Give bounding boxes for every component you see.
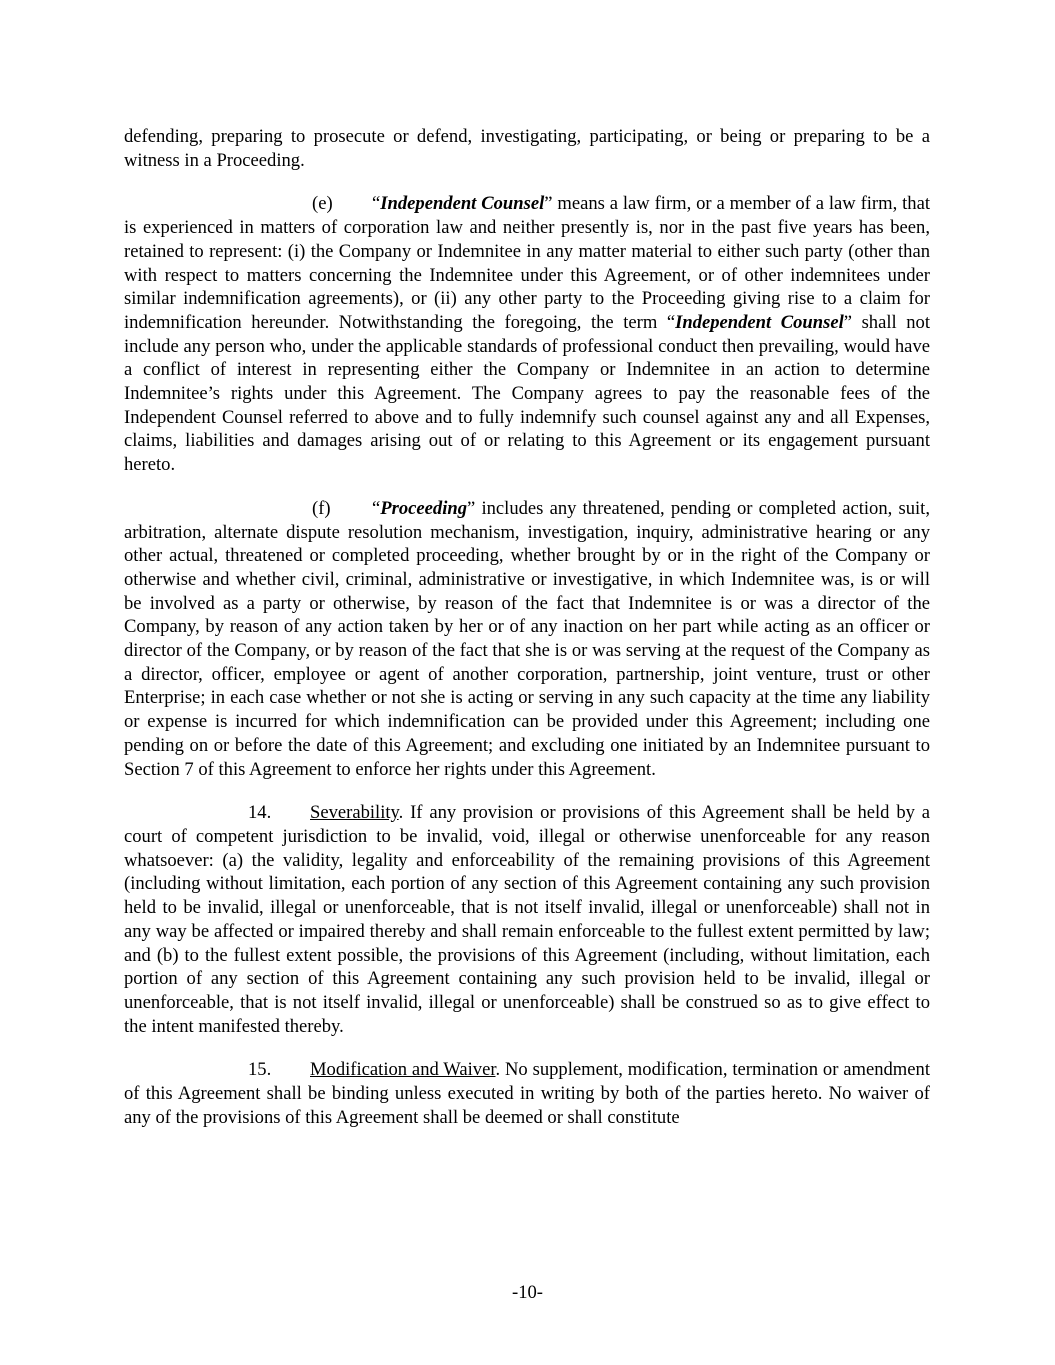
section-text: . If any provision or provisions of this Agreement shall be held by a court of competent jurisdiction to be invalid, void, illegal or otherwise unenforceable for any reason whatsoever: (a) the validity, legality and enforceability of the remaining provisions of this Agreement (including without limitation, each portion of any section of this Agreement containing any such provision held to be invalid, illegal or unenforceable, that is not itself invalid, illegal or unenforceable) shall not in any way be affected or impaired thereby and shall remain enforceable to the fullest extent permitted by law; and (b) to the fullest extent possible, the provisions of this Agreement (including, without limitation, each portion of any section of this Agreement containing any such provision held to be invalid, illegal or unenforceable, that is not itself invalid, illegal or unenforceable) shall be construed so as to give effect to the intent manifested thereby. [124,802,930,1037]
open-quote: “ [372,193,381,215]
definition-text: means a law firm, or a member of a law firm, that is experienced in matters of corporation law and neither presently is, nor in the past five years has been, retained to represent: (i) the Company or Indemnitee in any matter material to either such party (other than with respect to matters concerning the Indemnitee under this Agreement, or of other indemnitees under similar indemnification agreements), or (ii) any other party to the Proceeding giving rise to a claim for indemnification hereunder. Notwithstanding the foregoing, the term [124,193,930,333]
defined-term: Independent Counsel [380,193,545,215]
definition-proceeding [124,497,930,781]
section-severability [124,801,930,1038]
section-text: . No supplement, modification, termination or amendment of this Agreement shall be binding unless executed in writing by both of the parties hereto. No waiver of any of the provisions of this Agreement shall be deemed or shall constitute [124,1059,930,1128]
definition-text: includes any threatened, pending or completed action, suit, arbitration, alternate dispute resolution mechanism, investigation, inquiry, administrative hearing or any other actual, threatened or completed proceeding, whether brought by or in the right of the Company or otherwise and whether civil, criminal, administrative or investigative, in which Indemnitee was, is or will be involved as a party or otherwise, by reason of the fact that Indemnitee is or was a director of the Company, by reason of any action taken by her or of any inaction on her part while acting as an officer or director of the Company, or by reason of the fact that she is or was serving at the request of the Company as a director, officer, employee or agent of another corporation, partnership, joint venture, trust or other Enterprise; in each case whether or not she is acting or serving in any such capacity at the time any liability or expense is incurred for which indemnification can be provided under this Agreement; including one pending on or before the date of this Agreement; and excluding one initiated by an Indemnitee pursuant to Section 7 of this Agreement to enforce her rights under this Agreement. [124,497,930,780]
continuation-text: defending, preparing to prosecute or defend, investigating, participating, or being or preparing to be a witness in a Proceeding. [124,126,930,171]
document-body [124,125,930,1149]
continuation-paragraph [124,125,930,172]
open-quote: “ [372,497,381,519]
section-number: 14. [248,802,272,824]
close-quote: ” [843,311,853,333]
defined-term: Proceeding [380,497,468,519]
definition-label: (e) [312,193,333,215]
definition-text: shall not include any person who, under the applicable standards of professional conduct then prevailing, would have a conflict of interest in representing either the Company or Indemnitee in an action to determine Indemnitee’s rights under this Agreement. The Company agrees to pay the reasonable fees of the Independent Counsel referred to above and to fully indemnify such counsel against any and all Expenses, claims, liabilities and damages arising out of or relating to this Agreement or its engagement pursuant hereto. [124,311,930,476]
page-number: -10- [512,1282,543,1303]
definition-independent-counsel [124,192,930,476]
definition-label: (f) [312,497,331,519]
close-quote: ” [467,497,476,519]
open-quote: “ [666,311,676,333]
section-heading: Severability [310,802,399,824]
close-quote: ” [544,193,553,215]
section-heading: Modification and Waiver [310,1059,496,1081]
section-modification-waiver [124,1058,930,1129]
section-number: 15. [248,1059,272,1081]
defined-term-reference: Independent Counsel [675,311,844,333]
